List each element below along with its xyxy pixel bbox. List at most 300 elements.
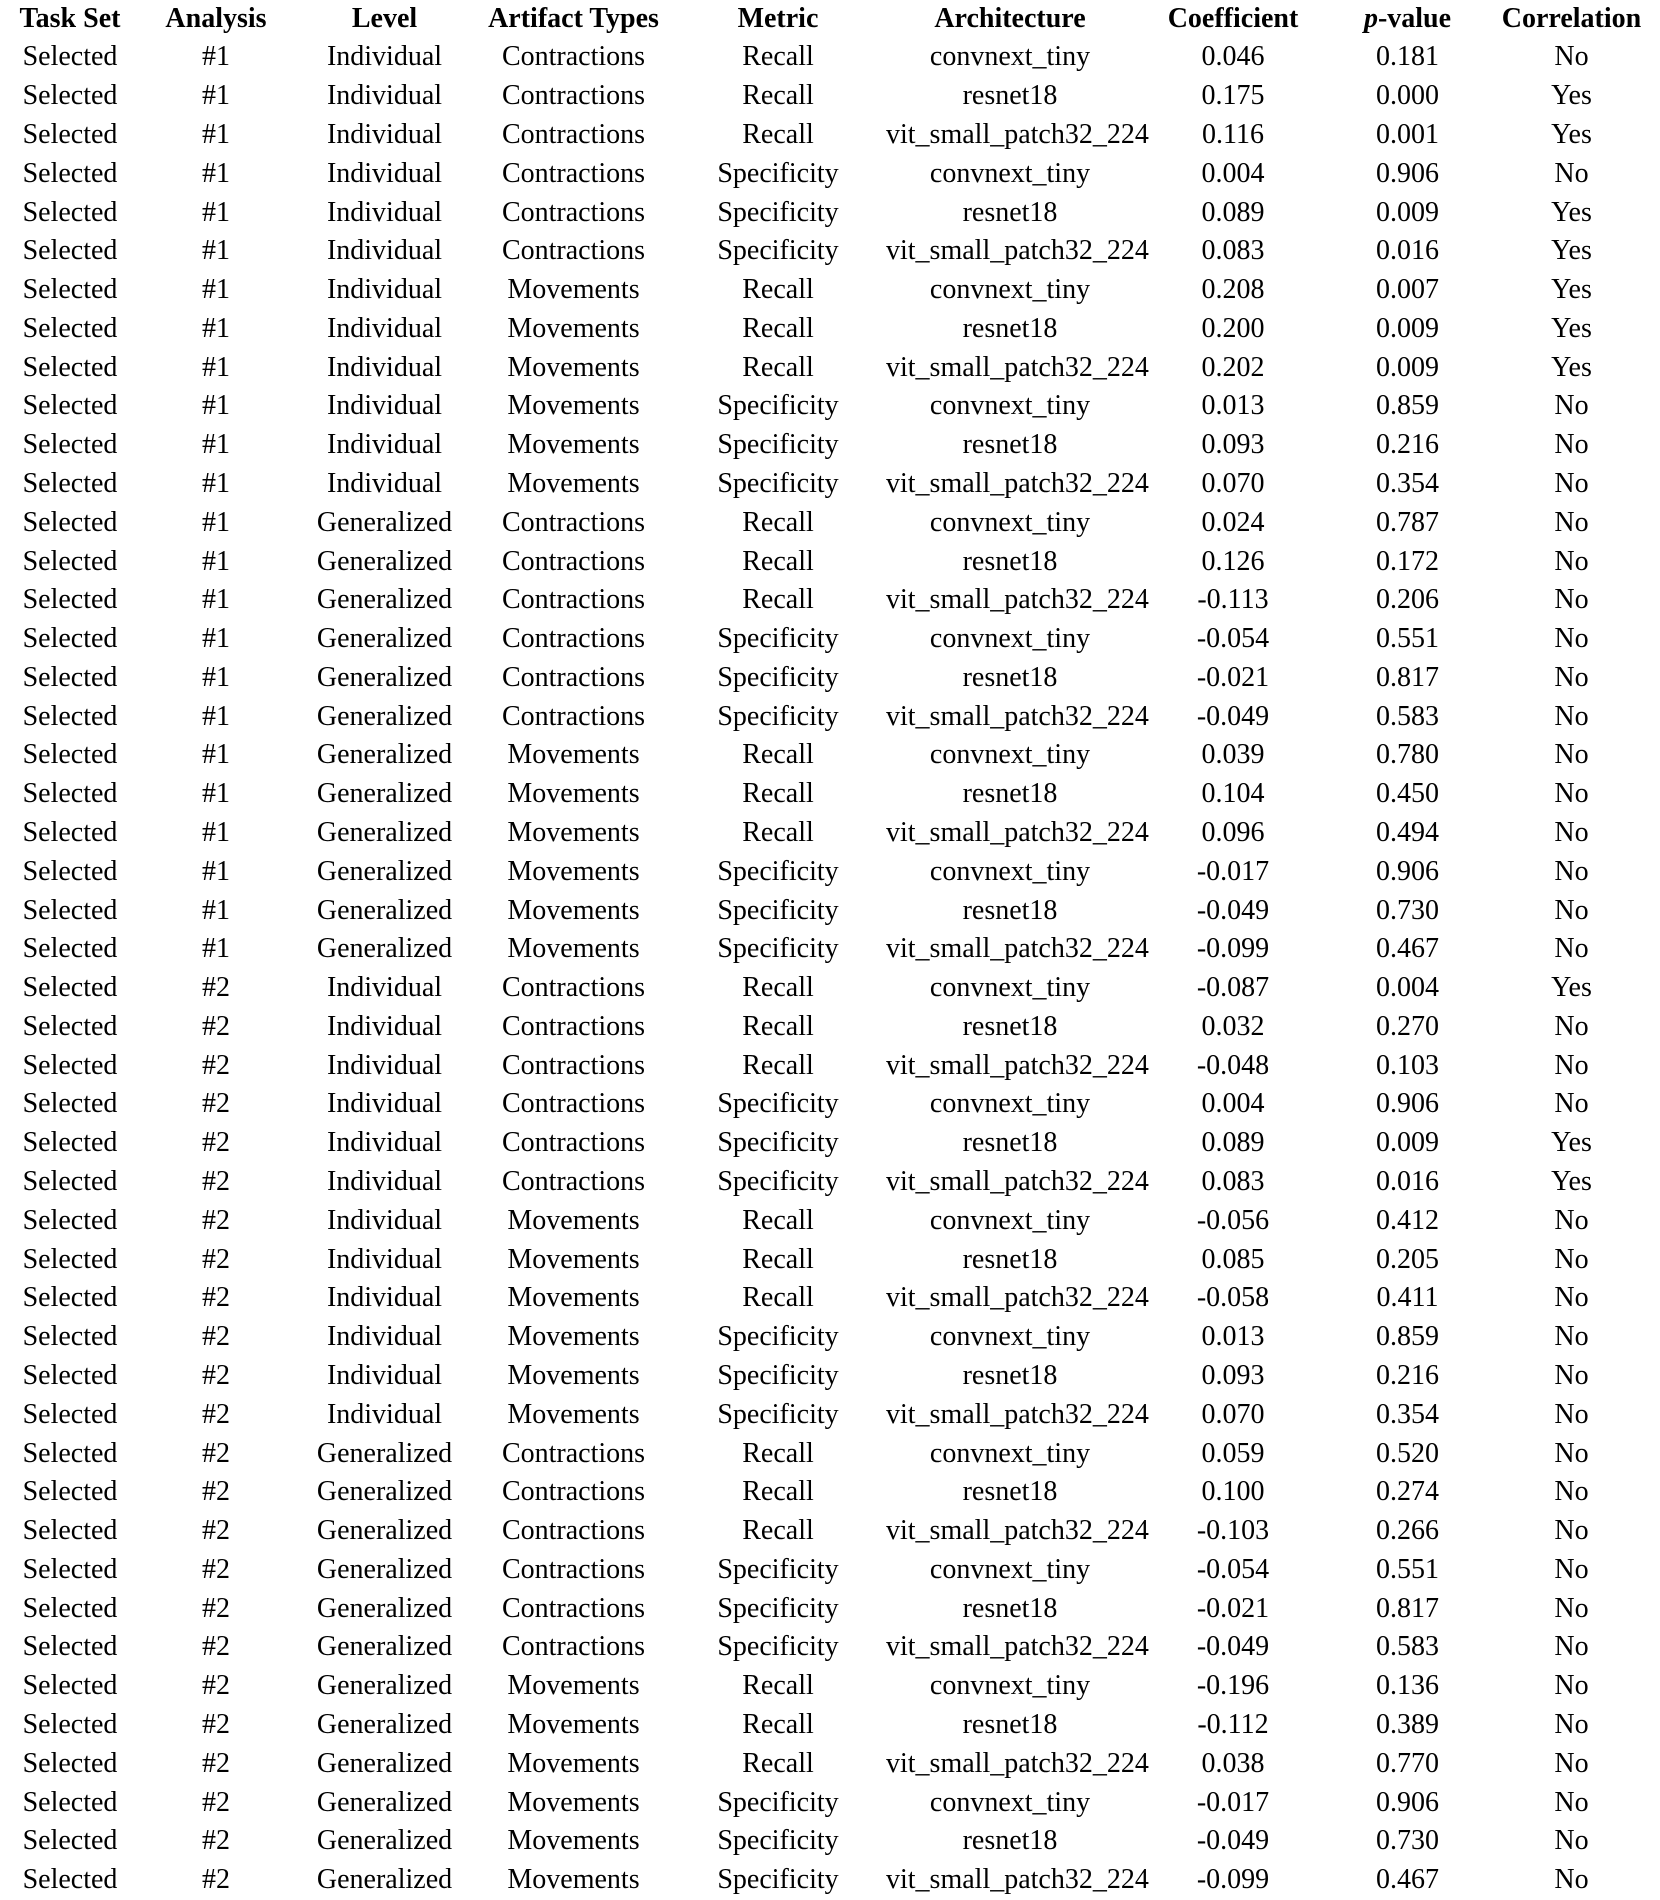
cell-coefficient: 0.208 — [1201, 274, 1265, 306]
cell-p-value: 0.906 — [1376, 1088, 1439, 1120]
cell-level: Generalized — [316, 1437, 453, 1469]
cell-task-set: Selected — [22, 312, 118, 344]
cell-coefficient: 0.070 — [1201, 467, 1265, 499]
cell-analysis: #2 — [202, 1166, 230, 1198]
cell-metric: Recall — [742, 1747, 814, 1779]
cell-p-value: 0.016 — [1376, 235, 1439, 267]
table-row — [0, 1046, 1660, 1085]
cell-task-set: Selected — [22, 972, 118, 1004]
cell-level: Generalized — [316, 1515, 453, 1547]
cell-task-set: Selected — [22, 778, 118, 810]
cell-analysis: #2 — [202, 1049, 230, 1081]
cell-correlation: Yes — [1551, 351, 1592, 383]
cell-metric: Specificity — [717, 1321, 839, 1353]
cell-metric: Recall — [742, 80, 814, 112]
cell-analysis: #2 — [202, 1708, 230, 1740]
cell-p-value: 0.354 — [1376, 467, 1439, 499]
table-row — [0, 232, 1660, 271]
cell-architecture: convnext_tiny — [929, 1553, 1091, 1585]
cell-task-set: Selected — [22, 1515, 118, 1547]
table-row — [0, 930, 1660, 969]
cell-correlation: No — [1554, 1476, 1589, 1508]
cell-task-set: Selected — [22, 1010, 118, 1042]
cell-level: Generalized — [316, 894, 453, 926]
cell-artifact-types: Contractions — [501, 1437, 646, 1469]
cell-architecture: resnet18 — [962, 1476, 1058, 1508]
cell-level: Individual — [326, 118, 443, 150]
cell-p-value: 0.181 — [1376, 41, 1439, 73]
cell-metric: Specificity — [717, 1553, 839, 1585]
cell-coefficient: 0.100 — [1201, 1476, 1265, 1508]
cell-task-set: Selected — [22, 467, 118, 499]
cell-task-set: Selected — [22, 894, 118, 926]
cell-artifact-types: Movements — [507, 739, 640, 771]
cell-coefficient: 0.093 — [1201, 1359, 1265, 1391]
cell-level: Individual — [326, 41, 443, 73]
cell-level: Individual — [326, 235, 443, 267]
cell-metric: Recall — [742, 1049, 814, 1081]
table-row — [0, 1279, 1660, 1318]
cell-correlation: No — [1554, 1825, 1589, 1857]
cell-coefficient: -0.017 — [1196, 855, 1270, 887]
cell-level: Generalized — [316, 1670, 453, 1702]
cell-architecture: vit_small_patch32_224 — [886, 700, 1149, 732]
table-row — [0, 852, 1660, 891]
cell-task-set: Selected — [22, 817, 118, 849]
cell-coefficient: 0.202 — [1201, 351, 1265, 383]
column-header-task-set: Task Set — [19, 3, 121, 34]
cell-level: Individual — [326, 1321, 443, 1353]
cell-artifact-types: Contractions — [501, 118, 646, 150]
table-row — [0, 736, 1660, 775]
cell-task-set: Selected — [22, 1825, 118, 1857]
cell-coefficient: 0.004 — [1201, 1088, 1265, 1120]
cell-analysis: #1 — [202, 584, 230, 616]
cell-coefficient: -0.017 — [1196, 1786, 1270, 1818]
cell-artifact-types: Movements — [507, 1747, 640, 1779]
cell-artifact-types: Movements — [507, 894, 640, 926]
cell-p-value: 0.817 — [1376, 661, 1439, 693]
cell-level: Generalized — [316, 506, 453, 538]
cell-coefficient: 0.089 — [1201, 196, 1265, 228]
cell-p-value: 0.583 — [1376, 1631, 1439, 1663]
cell-p-value: 0.412 — [1376, 1204, 1439, 1236]
cell-architecture: convnext_tiny — [929, 157, 1091, 189]
cell-architecture: vit_small_patch32_224 — [886, 933, 1149, 965]
cell-level: Individual — [326, 1282, 443, 1314]
cell-analysis: #2 — [202, 1747, 230, 1779]
cell-task-set: Selected — [22, 506, 118, 538]
cell-artifact-types: Movements — [507, 1282, 640, 1314]
table-row — [0, 309, 1660, 348]
table-row — [0, 1512, 1660, 1551]
cell-correlation: Yes — [1551, 196, 1592, 228]
table-row — [0, 1861, 1660, 1900]
cell-coefficient: 0.070 — [1201, 1398, 1265, 1430]
cell-correlation: No — [1554, 1243, 1589, 1275]
cell-level: Generalized — [316, 545, 453, 577]
cell-correlation: No — [1554, 1359, 1589, 1391]
cell-metric: Recall — [742, 1437, 814, 1469]
cell-p-value: 0.730 — [1376, 894, 1439, 926]
cell-artifact-types: Contractions — [501, 196, 646, 228]
cell-artifact-types: Movements — [507, 274, 640, 306]
table-row — [0, 891, 1660, 930]
cell-analysis: #2 — [202, 1243, 230, 1275]
cell-metric: Specificity — [717, 196, 839, 228]
cell-artifact-types: Contractions — [501, 41, 646, 73]
cell-p-value: 0.770 — [1376, 1747, 1439, 1779]
cell-p-value: 0.450 — [1376, 778, 1439, 810]
header-row — [0, 0, 1660, 38]
cell-level: Individual — [326, 429, 443, 461]
cell-task-set: Selected — [22, 1631, 118, 1663]
cell-coefficient: 0.116 — [1202, 118, 1264, 150]
cell-architecture: vit_small_patch32_224 — [886, 235, 1149, 267]
cell-task-set: Selected — [22, 623, 118, 655]
cell-artifact-types: Movements — [507, 1708, 640, 1740]
cell-metric: Recall — [742, 274, 814, 306]
cell-coefficient: 0.024 — [1201, 506, 1265, 538]
cell-task-set: Selected — [22, 1592, 118, 1624]
cell-metric: Recall — [742, 972, 814, 1004]
cell-coefficient: -0.049 — [1196, 700, 1270, 732]
cell-coefficient: 0.093 — [1201, 429, 1265, 461]
table-row — [0, 77, 1660, 116]
cell-analysis: #1 — [202, 506, 230, 538]
cell-analysis: #2 — [202, 1127, 230, 1159]
cell-p-value: 0.730 — [1376, 1825, 1439, 1857]
cell-artifact-types: Contractions — [501, 157, 646, 189]
cell-architecture: resnet18 — [962, 312, 1058, 344]
cell-task-set: Selected — [22, 1398, 118, 1430]
cell-analysis: #1 — [202, 351, 230, 383]
cell-task-set: Selected — [22, 1786, 118, 1818]
cell-p-value: 0.216 — [1376, 1359, 1439, 1391]
cell-coefficient: 0.096 — [1201, 817, 1265, 849]
cell-p-value: 0.172 — [1376, 545, 1439, 577]
cell-metric: Specificity — [717, 1786, 839, 1818]
cell-artifact-types: Movements — [507, 351, 640, 383]
cell-correlation: No — [1554, 584, 1589, 616]
cell-architecture: resnet18 — [962, 545, 1058, 577]
table-row — [0, 620, 1660, 659]
cell-level: Generalized — [316, 855, 453, 887]
cell-metric: Specificity — [717, 467, 839, 499]
cell-correlation: No — [1554, 623, 1589, 655]
cell-correlation: No — [1554, 41, 1589, 73]
cell-metric: Recall — [742, 584, 814, 616]
cell-p-value: 0.000 — [1376, 80, 1439, 112]
cell-correlation: No — [1554, 933, 1589, 965]
cell-p-value: 0.859 — [1376, 390, 1439, 422]
cell-architecture: convnext_tiny — [929, 1321, 1091, 1353]
cell-metric: Specificity — [717, 1127, 839, 1159]
cell-task-set: Selected — [22, 933, 118, 965]
cell-artifact-types: Movements — [507, 429, 640, 461]
cell-level: Generalized — [316, 739, 453, 771]
cell-p-value: 0.001 — [1376, 118, 1439, 150]
cell-artifact-types: Contractions — [501, 700, 646, 732]
cell-coefficient: 0.085 — [1201, 1243, 1265, 1275]
cell-metric: Recall — [742, 739, 814, 771]
table-row — [0, 1667, 1660, 1706]
cell-level: Generalized — [316, 661, 453, 693]
cell-level: Generalized — [316, 1592, 453, 1624]
cell-coefficient: -0.113 — [1197, 584, 1269, 616]
cell-analysis: #2 — [202, 1786, 230, 1818]
cell-level: Individual — [326, 80, 443, 112]
cell-metric: Specificity — [717, 390, 839, 422]
cell-analysis: #2 — [202, 1088, 230, 1120]
cell-correlation: No — [1554, 1282, 1589, 1314]
cell-coefficient: -0.056 — [1196, 1204, 1270, 1236]
table-row — [0, 426, 1660, 465]
cell-level: Individual — [326, 1359, 443, 1391]
cell-artifact-types: Contractions — [501, 1127, 646, 1159]
cell-architecture: convnext_tiny — [929, 739, 1091, 771]
table-row — [0, 581, 1660, 620]
cell-analysis: #2 — [202, 1553, 230, 1585]
cell-p-value: 0.411 — [1376, 1282, 1439, 1314]
cell-architecture: resnet18 — [962, 1010, 1058, 1042]
cell-metric: Recall — [742, 312, 814, 344]
cell-artifact-types: Movements — [507, 1670, 640, 1702]
cell-task-set: Selected — [22, 1437, 118, 1469]
cell-level: Individual — [326, 1127, 443, 1159]
cell-level: Generalized — [316, 1825, 453, 1857]
cell-level: Generalized — [316, 1631, 453, 1663]
cell-analysis: #2 — [202, 1437, 230, 1469]
cell-metric: Recall — [742, 41, 814, 73]
cell-correlation: Yes — [1551, 235, 1592, 267]
table-row — [0, 38, 1660, 77]
cell-metric: Specificity — [717, 1825, 839, 1857]
cell-metric: Specificity — [717, 855, 839, 887]
cell-p-value: 0.009 — [1376, 312, 1439, 344]
cell-task-set: Selected — [22, 351, 118, 383]
table-row — [0, 271, 1660, 310]
cell-metric: Specificity — [717, 1398, 839, 1430]
cell-coefficient: -0.021 — [1196, 661, 1270, 693]
cell-analysis: #1 — [202, 312, 230, 344]
cell-correlation: No — [1554, 1631, 1589, 1663]
cell-analysis: #2 — [202, 1592, 230, 1624]
cell-analysis: #2 — [202, 1282, 230, 1314]
cell-artifact-types: Contractions — [501, 1088, 646, 1120]
cell-analysis: #2 — [202, 1321, 230, 1353]
cell-correlation: No — [1554, 855, 1589, 887]
cell-p-value: 0.817 — [1376, 1592, 1439, 1624]
cell-level: Individual — [326, 1049, 443, 1081]
cell-task-set: Selected — [22, 1476, 118, 1508]
cell-level: Individual — [326, 351, 443, 383]
cell-task-set: Selected — [22, 545, 118, 577]
cell-correlation: Yes — [1551, 274, 1592, 306]
table-row — [0, 659, 1660, 698]
cell-level: Generalized — [316, 933, 453, 965]
cell-coefficient: -0.054 — [1196, 623, 1270, 655]
cell-architecture: resnet18 — [962, 1708, 1058, 1740]
cell-architecture: vit_small_patch32_224 — [886, 1398, 1149, 1430]
cell-architecture: vit_small_patch32_224 — [886, 1747, 1149, 1779]
cell-architecture: vit_small_patch32_224 — [886, 467, 1149, 499]
cell-architecture: resnet18 — [962, 429, 1058, 461]
cell-coefficient: 0.039 — [1201, 739, 1265, 771]
cell-analysis: #1 — [202, 235, 230, 267]
cell-task-set: Selected — [22, 157, 118, 189]
cell-coefficient: -0.196 — [1196, 1670, 1270, 1702]
cell-coefficient: 0.004 — [1201, 157, 1265, 189]
table-row — [0, 1395, 1660, 1434]
cell-level: Generalized — [316, 584, 453, 616]
table-row — [0, 1744, 1660, 1783]
cell-architecture: vit_small_patch32_224 — [886, 351, 1149, 383]
column-header-architecture: Architecture — [934, 3, 1086, 34]
cell-correlation: No — [1554, 1398, 1589, 1430]
cell-level: Individual — [326, 196, 443, 228]
cell-metric: Specificity — [717, 1166, 839, 1198]
cell-analysis: #2 — [202, 1204, 230, 1236]
cell-coefficient: 0.200 — [1201, 312, 1265, 344]
cell-correlation: Yes — [1551, 118, 1592, 150]
cell-analysis: #2 — [202, 1670, 230, 1702]
table-row — [0, 1163, 1660, 1202]
cell-analysis: #2 — [202, 1515, 230, 1547]
cell-correlation: No — [1554, 661, 1589, 693]
cell-coefficient: -0.048 — [1196, 1049, 1270, 1081]
cell-coefficient: 0.032 — [1201, 1010, 1265, 1042]
cell-level: Individual — [326, 1010, 443, 1042]
cell-metric: Recall — [742, 1515, 814, 1547]
cell-level: Generalized — [316, 1864, 453, 1896]
cell-coefficient: 0.104 — [1201, 778, 1265, 810]
cell-correlation: Yes — [1551, 1166, 1592, 1198]
cell-analysis: #1 — [202, 894, 230, 926]
cell-architecture: convnext_tiny — [929, 623, 1091, 655]
cell-metric: Specificity — [717, 235, 839, 267]
cell-architecture: resnet18 — [962, 1592, 1058, 1624]
cell-correlation: No — [1554, 1747, 1589, 1779]
cell-metric: Recall — [742, 506, 814, 538]
cell-metric: Recall — [742, 1476, 814, 1508]
table-row — [0, 1201, 1660, 1240]
cell-correlation: No — [1554, 467, 1589, 499]
cell-architecture: vit_small_patch32_224 — [886, 1166, 1149, 1198]
cell-level: Generalized — [316, 1476, 453, 1508]
cell-architecture: vit_small_patch32_224 — [886, 118, 1149, 150]
cell-level: Generalized — [316, 1708, 453, 1740]
cell-task-set: Selected — [22, 1864, 118, 1896]
cell-coefficient: -0.049 — [1196, 894, 1270, 926]
cell-analysis: #1 — [202, 196, 230, 228]
cell-metric: Recall — [742, 1282, 814, 1314]
cell-architecture: vit_small_patch32_224 — [886, 1864, 1149, 1896]
cell-task-set: Selected — [22, 739, 118, 771]
cell-p-value: 0.007 — [1376, 274, 1439, 306]
cell-task-set: Selected — [22, 584, 118, 616]
table-row — [0, 1085, 1660, 1124]
cell-p-value: 0.009 — [1376, 351, 1439, 383]
cell-coefficient: 0.089 — [1201, 1127, 1265, 1159]
cell-metric: Specificity — [717, 933, 839, 965]
cell-p-value: 0.004 — [1376, 972, 1439, 1004]
cell-correlation: No — [1554, 1592, 1589, 1624]
cell-correlation: No — [1554, 1864, 1589, 1896]
cell-artifact-types: Movements — [507, 312, 640, 344]
cell-artifact-types: Movements — [507, 855, 640, 887]
cell-architecture: resnet18 — [962, 661, 1058, 693]
column-header-artifact-types: Artifact Types — [488, 3, 659, 34]
cell-correlation: Yes — [1551, 1127, 1592, 1159]
cell-analysis: #1 — [202, 157, 230, 189]
cell-level: Generalized — [316, 623, 453, 655]
cell-task-set: Selected — [22, 661, 118, 693]
cell-architecture: resnet18 — [962, 1359, 1058, 1391]
cell-p-value: 0.206 — [1376, 584, 1439, 616]
table-row — [0, 1473, 1660, 1512]
cell-coefficient: -0.049 — [1196, 1825, 1270, 1857]
cell-task-set: Selected — [22, 41, 118, 73]
cell-p-value: 0.906 — [1376, 157, 1439, 189]
cell-p-value: 0.906 — [1376, 1786, 1439, 1818]
cell-task-set: Selected — [22, 390, 118, 422]
cell-analysis: #2 — [202, 1359, 230, 1391]
cell-analysis: #1 — [202, 118, 230, 150]
cell-analysis: #2 — [202, 1631, 230, 1663]
cell-metric: Recall — [742, 1708, 814, 1740]
cell-level: Individual — [326, 1398, 443, 1430]
cell-artifact-types: Contractions — [501, 506, 646, 538]
table-row — [0, 969, 1660, 1008]
cell-p-value: 0.009 — [1376, 196, 1439, 228]
cell-analysis: #1 — [202, 429, 230, 461]
cell-p-value: 0.551 — [1376, 1553, 1439, 1585]
cell-p-value: 0.494 — [1376, 817, 1439, 849]
cell-artifact-types: Movements — [507, 1243, 640, 1275]
cell-analysis: #1 — [202, 933, 230, 965]
cell-metric: Recall — [742, 351, 814, 383]
cell-metric: Specificity — [717, 1631, 839, 1663]
cell-metric: Recall — [742, 1243, 814, 1275]
cell-task-set: Selected — [22, 1049, 118, 1081]
cell-p-value: 0.906 — [1376, 855, 1439, 887]
cell-architecture: convnext_tiny — [929, 1437, 1091, 1469]
cell-correlation: No — [1554, 1553, 1589, 1585]
cell-architecture: resnet18 — [962, 894, 1058, 926]
cell-coefficient: 0.126 — [1201, 545, 1265, 577]
cell-p-value: 0.009 — [1376, 1127, 1439, 1159]
cell-architecture: resnet18 — [962, 80, 1058, 112]
cell-coefficient: -0.054 — [1196, 1553, 1270, 1585]
cell-task-set: Selected — [22, 274, 118, 306]
cell-coefficient: 0.175 — [1201, 80, 1265, 112]
cell-p-value: 0.389 — [1376, 1708, 1439, 1740]
table-row — [0, 1628, 1660, 1667]
cell-correlation: No — [1554, 1708, 1589, 1740]
cell-architecture: convnext_tiny — [929, 855, 1091, 887]
cell-p-value: 0.467 — [1376, 1864, 1439, 1896]
cell-architecture: vit_small_patch32_224 — [886, 1049, 1149, 1081]
cell-architecture: convnext_tiny — [929, 1204, 1091, 1236]
cell-p-value: 0.274 — [1376, 1476, 1439, 1508]
cell-p-value: 0.467 — [1376, 933, 1439, 965]
cell-correlation: No — [1554, 1088, 1589, 1120]
cell-analysis: #1 — [202, 817, 230, 849]
cell-level: Individual — [326, 972, 443, 1004]
cell-artifact-types: Contractions — [501, 80, 646, 112]
cell-coefficient: -0.087 — [1196, 972, 1270, 1004]
